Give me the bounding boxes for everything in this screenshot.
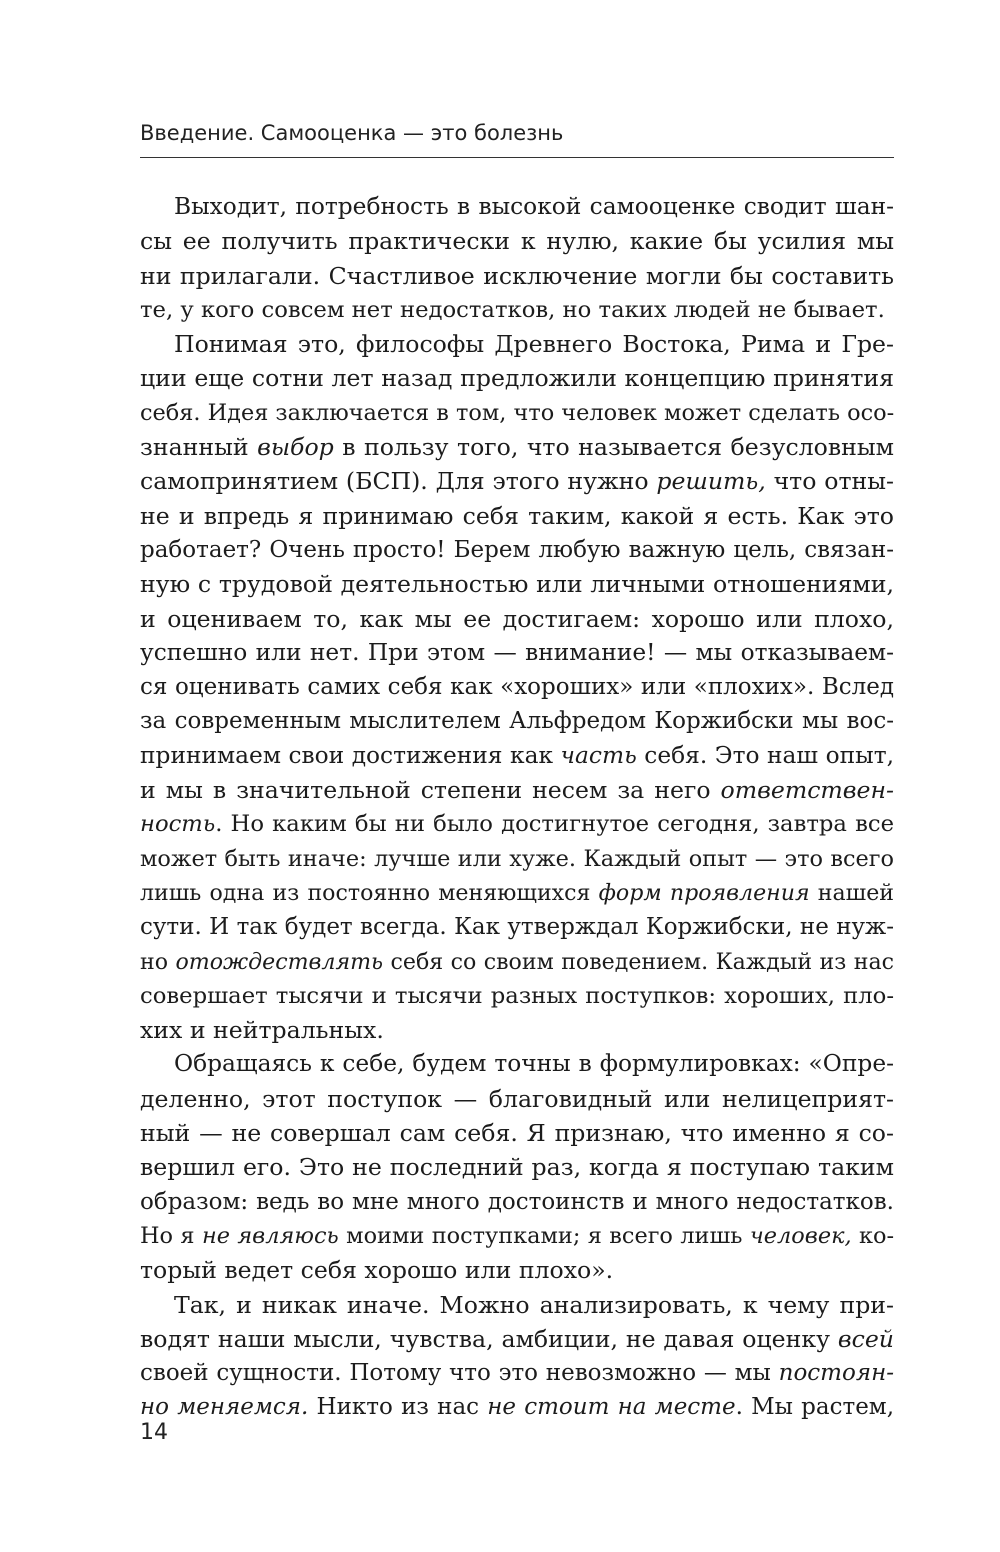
italic-span: не являюсь — [201, 1222, 339, 1249]
text-span: образом: ведь во мне много достоинств и много недостатков. — [140, 1188, 894, 1215]
text-span: себя. Это наш опыт, — [636, 741, 894, 769]
text-span: ции еще сотни лет назад предложили концепцию принятия — [140, 364, 894, 393]
text-line — [140, 1185, 894, 1219]
text-span: себя со своим поведением. Каждый из нас — [383, 948, 894, 975]
italic-span: человек, — [749, 1222, 852, 1249]
text-line — [140, 1288, 894, 1322]
text-line — [140, 945, 894, 979]
italic-span: решить, — [656, 467, 766, 496]
text-line — [140, 670, 894, 704]
italic-span: отождествлять — [175, 948, 384, 975]
text-span: хих и нейтральных. — [140, 1016, 384, 1045]
text-span: знанный — [140, 433, 258, 462]
italic-span: ответствен- — [720, 776, 894, 805]
text-span: совершает тысячи и тысячи разных поступков: хороших, пло- — [140, 982, 894, 1009]
text-span: вершил его. Это не последний раз, когда я поступаю таким — [140, 1153, 894, 1182]
text-line — [140, 1047, 894, 1081]
text-line — [140, 464, 894, 498]
text-span: ную с трудовой деятельностью или личными отношениями, — [140, 570, 894, 599]
text-span: успешно или нет. При этом — внимание! — мы отказываем- — [140, 638, 894, 666]
text-span: ко- — [851, 1222, 895, 1249]
text-span: моими поступками; я всего лишь — [338, 1222, 750, 1249]
text-line — [140, 704, 894, 738]
italic-span: выбор — [257, 433, 334, 462]
text-line — [140, 636, 894, 670]
text-span: но — [140, 948, 176, 975]
text-span: Понимая это, философы Древнего Востока, Рима и Гре- — [174, 330, 894, 359]
text-line — [140, 361, 894, 395]
text-line — [140, 259, 894, 293]
italic-span: постоян- — [778, 1360, 894, 1387]
text-line — [140, 327, 894, 361]
italic-span: не стоит на месте — [487, 1394, 736, 1421]
text-span: Но я — [140, 1222, 202, 1249]
text-line — [140, 602, 894, 636]
text-span: сы ее получить практически к нулю, какие бы усилия мы — [140, 227, 894, 256]
text-span: Никто из нас — [308, 1394, 488, 1421]
text-line — [140, 1253, 894, 1287]
header-rule — [140, 157, 894, 158]
text-line — [140, 533, 894, 567]
text-span: . Но каким бы ни было достигнутое сегодня, завтра все — [215, 811, 894, 838]
text-line — [140, 190, 894, 224]
text-span: Выходит, потребность в высокой самооценке сводит шан- — [174, 193, 894, 220]
text-span: работает? Очень просто! Берем любую важную цель, связан- — [140, 536, 894, 563]
text-line — [140, 1322, 894, 1356]
text-span: своей сущности. Потому что это невозможно — мы — [140, 1360, 779, 1387]
text-line — [140, 1390, 894, 1424]
text-span: те, у кого совсем нет недостатков, но таких людей не бывает. — [140, 296, 885, 323]
text-line — [140, 1082, 894, 1116]
text-line — [140, 739, 894, 773]
text-line — [140, 430, 894, 464]
text-span: в пользу того, что называется безусловным — [333, 433, 894, 462]
text-span: самопринятием (БСП). Для этого нужно — [140, 467, 657, 496]
text-span: за современным мыслителем Альфредом Коржибски мы вос- — [140, 708, 894, 735]
italic-span: ность — [140, 811, 216, 838]
text-span: может быть иначе: лучше или хуже. Каждый опыт — это всего — [140, 845, 894, 872]
text-span: не и впредь я принимаю себя таким, какой я есть. Как это — [140, 501, 894, 530]
text-span: ный — не совершал сам себя. Я признаю, что именно я со- — [140, 1119, 894, 1148]
text-span: и мы в значительной степени несем за него — [140, 776, 721, 805]
text-span: ни прилагали. Счастливое исключение могли бы составить — [140, 261, 894, 290]
text-span: и оцениваем то, как мы ее достигаем: хорошо или плохо, — [140, 604, 894, 633]
text-span: лишь одна из постоянно меняющихся — [140, 879, 599, 906]
text-line — [140, 979, 894, 1013]
text-span: ся оценивать самих себя как «хороших» или «плохих». Вслед — [140, 674, 894, 701]
text-line — [140, 876, 894, 910]
text-line — [140, 807, 894, 841]
text-span: торый ведет себя хорошо или плохо». — [140, 1256, 614, 1285]
text-span: . Мы растем, — [735, 1394, 895, 1421]
text-span: что отны- — [765, 467, 894, 496]
text-span: деленно, этот поступок — благовидный или нелицеприят- — [140, 1084, 894, 1113]
text-span: Обращаясь к себе, будем точны в формулировках: «Опре- — [174, 1050, 894, 1078]
text-line — [140, 910, 894, 944]
italic-span: всей — [837, 1324, 894, 1353]
text-span: принимаем свои достижения как — [140, 741, 561, 769]
text-line — [140, 396, 894, 430]
text-line — [140, 224, 894, 258]
text-span: сути. И так будет всегда. Как утверждал Коржибски, не нуж- — [140, 914, 894, 941]
text-line — [140, 1219, 894, 1253]
text-line — [140, 1116, 894, 1150]
text-line — [140, 1013, 894, 1047]
body-text — [140, 190, 894, 1425]
text-line — [140, 499, 894, 533]
text-line — [140, 773, 894, 807]
text-line — [140, 1150, 894, 1184]
text-line — [140, 842, 894, 876]
text-line — [140, 567, 894, 601]
italic-span: часть — [560, 741, 637, 769]
text-span: водят наши мысли, чувства, амбиции, не давая оценку — [140, 1324, 838, 1353]
running-header: Введение. Самооценка — это болезнь — [140, 121, 564, 145]
page-number: 14 — [140, 1420, 168, 1445]
italic-span: форм проявления — [598, 879, 810, 906]
text-line — [140, 1356, 894, 1390]
italic-span: но меняемся. — [140, 1394, 309, 1421]
text-line — [140, 293, 894, 327]
text-span: Так, и никак иначе. Можно анализировать, к чему при- — [174, 1290, 894, 1319]
text-span: себя. Идея заключается в том, что человек может сделать осо- — [140, 399, 895, 426]
text-span: нашей — [809, 879, 894, 906]
